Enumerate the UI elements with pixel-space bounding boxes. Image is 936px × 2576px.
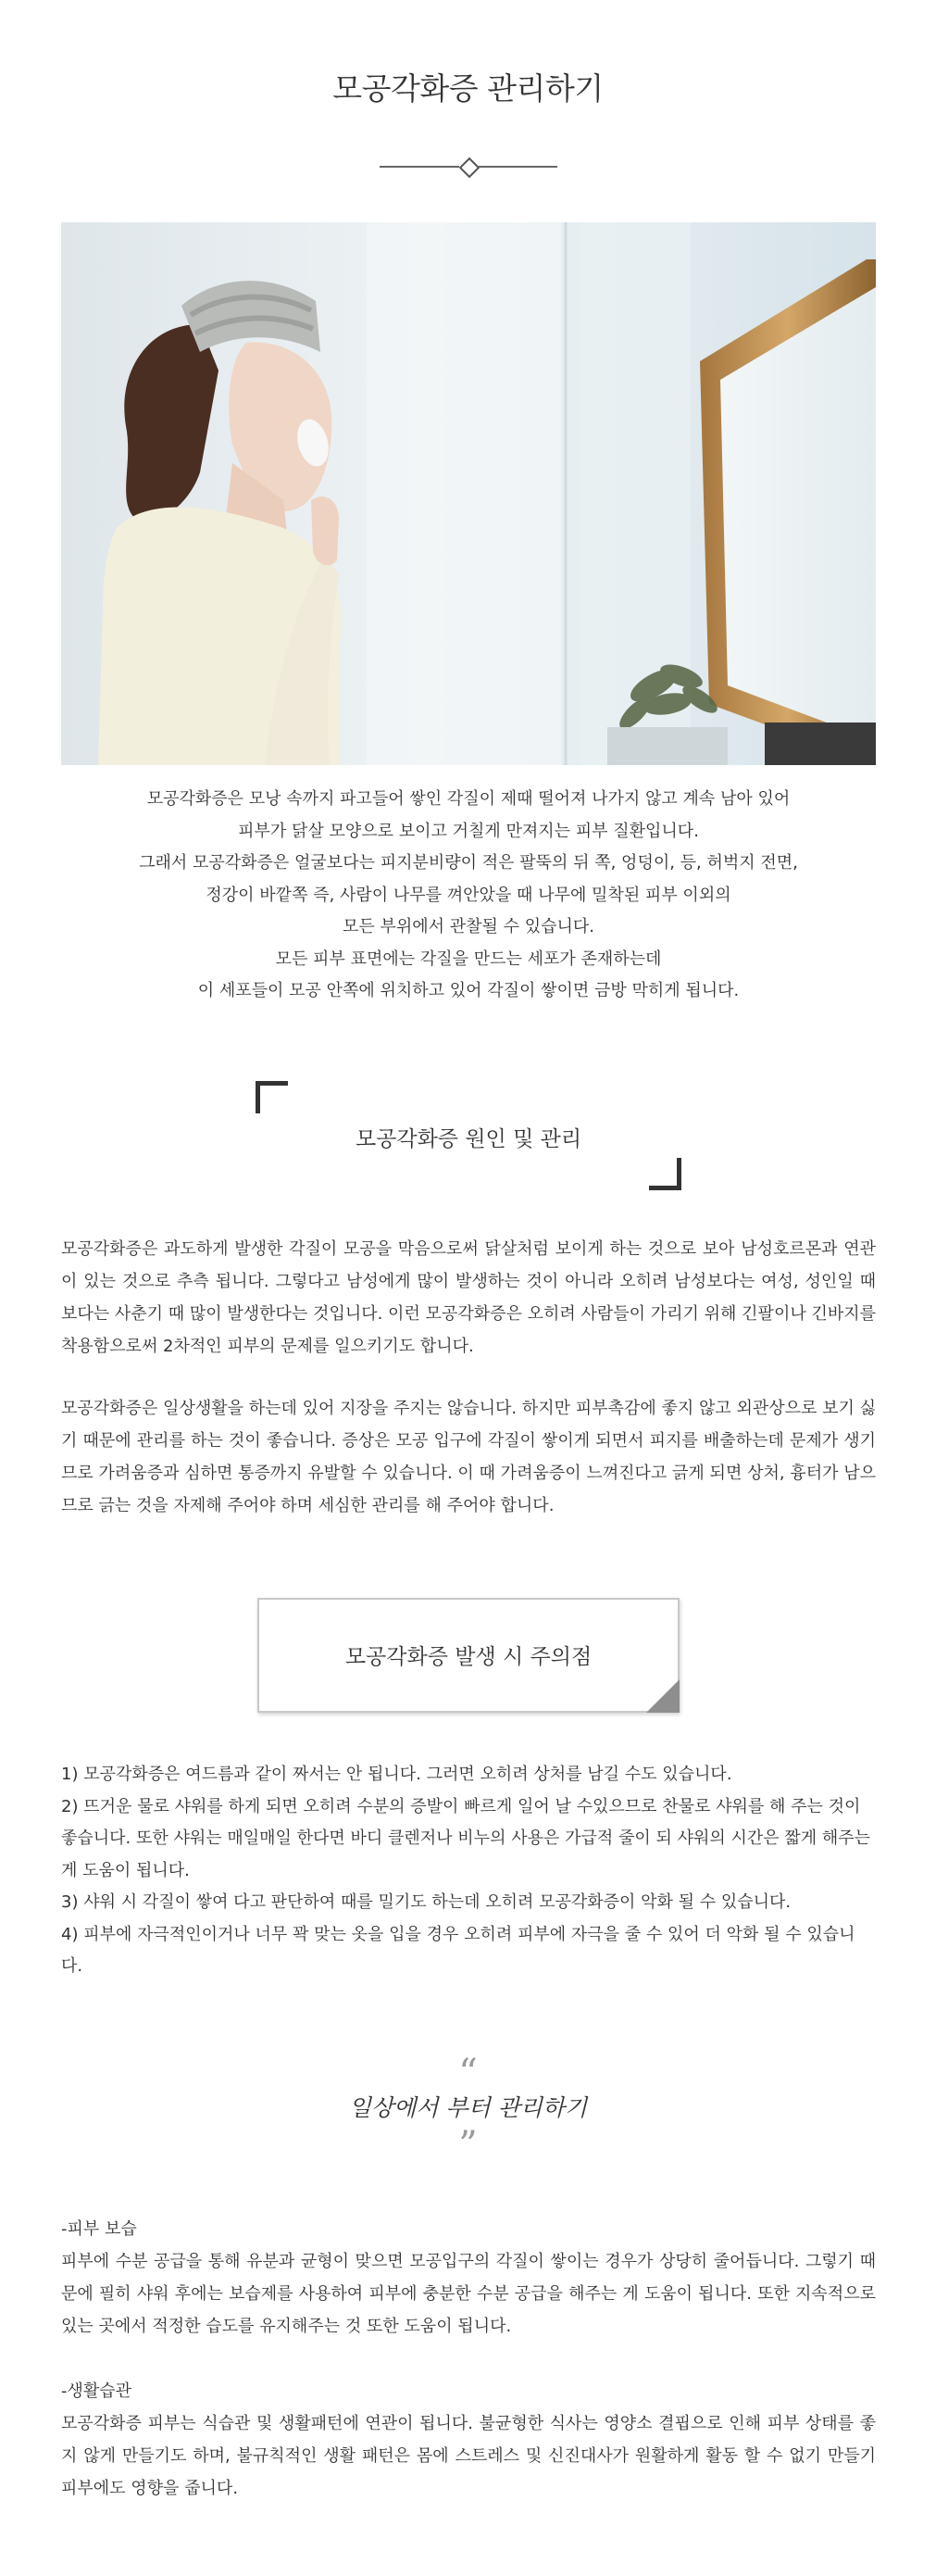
subheading: -피부 보습	[61, 2219, 137, 2239]
diamond-icon	[459, 157, 480, 179]
quote-close-icon: ”	[458, 2124, 478, 2167]
section-daily-heading: 일상에서 부터 관리하기	[348, 2094, 588, 2121]
title-divider	[380, 157, 557, 176]
divider-line-right	[478, 166, 557, 168]
moisturizing-block	[61, 2213, 876, 2343]
list-item: 2) 뜨거운 물로 샤워를 하게 되면 오히려 수분의 증발이 빠르게 일어 날 수있으므로 찬물로 샤워를 해 주는 것이 좋습니다. 또한 샤워는 매일매일 한다면 바디 클렌저나 비누의 사용은 가급적 줄이 되 샤워의 시간은 짧게 해주는 게 도움이 됩니다.	[61, 1796, 871, 1880]
page-title: 모공각화증 관리하기	[332, 70, 604, 107]
intro-text	[61, 784, 876, 1008]
paragraph-text: 모공각화증 피부는 식습관 및 생활패턴에 연관이 됩니다. 불균형한 식사는 영양소 결핍으로 인해 피부 상태를 좋지 않게 만들기도 하며, 불규칙적인 생활 패턴은 몸에 스트레스 및 신진대사가 원활하게 활동 할 수 없기 만들기 피부에도 영향을 줍니다.	[61, 2414, 876, 2498]
cautions-list	[61, 1759, 876, 1983]
page-fold-corner	[646, 1679, 680, 1713]
divider-line-left	[380, 166, 459, 168]
lifestyle-block	[61, 2375, 876, 2505]
paragraph-text: 모공각화증은 일상생활을 하는데 있어 지장을 주지는 않습니다. 하지만 피부촉감에 좋지 않고 외관상으로 보기 싫기 때문에 관리를 하는 것이 좋습니다. 증상은 모공 입구에 각질이 쌓이게 되면서 피지를 배출하는데 문제가 생기므로 가려움증과 심하면 통증까지 유발할 수 있습니다. 이 때 가려움증이 느껴진다고 긁게 되면 상처, 흉터가 남으므로 긁는 것을 자제해 주어야 하며 세심한 관리를 해 주어야 합니다.	[61, 1399, 876, 1515]
intro-line: 피부가 닭살 모양으로 보이고 거칠게 만져지는 피부 질환입니다.	[238, 821, 699, 841]
paragraph-text: 모공각화증은 과도하게 발생한 각질이 모공을 막음으로써 닭살처럼 보이게 하는 것으로 보아 남성호르몬과 연관이 있는 것으로 추측 됩니다. 그렇다고 남성에게 많이 발생하는 것이 아니라 오히려 남성보다는 여성, 성인일 때 보다는 사춘기 때 많이 발생한다는 것입니다. 이런 모공각화증은 오히려 사람들이 가리기 위해 긴팔이나 긴바지를 착용함으로써 2차적인 피부의 문제를 일으키기도 합니다.	[61, 1239, 876, 1356]
bracket-corner-bottom-right	[649, 1158, 681, 1190]
intro-line: 모공각화증은 모낭 속까지 파고들어 쌓인 각질이 제때 떨어져 나가지 않고 계속 남아 있어	[146, 789, 791, 809]
list-item: 4) 피부에 자극적인이거나 너무 꽉 맞는 옷을 입을 경우 오히려 피부에 자극을 줄 수 있어 더 악화 될 수 있습니다.	[61, 1924, 855, 1976]
intro-line: 정강이 바깥쪽 즉, 사람이 나무를 껴안았을 때 나무에 밀착된 피부 이외의	[206, 885, 731, 905]
quote-open-icon: “	[458, 2052, 478, 2094]
intro-line: 이 세포들이 모공 안쪽에 위치하고 있어 각질이 쌓이면 금방 막히게 됩니다.	[197, 981, 740, 1000]
section-causes-heading	[256, 1081, 681, 1190]
woman-mirror-illustration	[61, 222, 876, 765]
intro-line: 그래서 모공각화증은 얼굴보다는 피지분비량이 적은 팔뚝의 뒤 쪽, 엉덩이, 등, 허벅지 전면,	[139, 853, 798, 873]
causes-paragraph-1	[61, 1233, 876, 1363]
section-heading-text: 모공각화증 원인 및 관리	[355, 1127, 582, 1151]
paragraph-text: 피부에 수분 공급을 통해 유분과 균형이 맞으면 모공입구의 각질이 쌓이는 경우가 상당히 줄어듭니다. 그렇기 때문에 필히 샤워 후에는 보습제를 사용하여 피부에 충분한 수분 공급을 해주는 게 도움이 됩니다. 또한 지속적으로 있는 곳에서 적정한 습도를 유지해주는 것 또한 도움이 됩니다.	[61, 2252, 876, 2336]
hero-image	[61, 222, 876, 765]
subheading: -생활습관	[61, 2381, 132, 2401]
bracket-corner-top-left	[256, 1081, 288, 1113]
intro-line: 모든 피부 표면에는 각질을 만드는 세포가 존재하는데	[275, 949, 662, 969]
intro-line: 모든 부위에서 관찰될 수 있습니다.	[342, 917, 595, 936]
section-heading-text: 모공각화증 발생 시 주의점	[344, 1645, 593, 1669]
list-item: 1) 모공각화증은 여드름과 같이 짜서는 안 됩니다. 그러면 오히려 상처를 남길 수도 있습니다.	[61, 1765, 732, 1784]
section-cautions-heading	[257, 1598, 680, 1713]
list-item: 3) 샤워 시 각질이 쌓여 다고 판단하여 때를 밀기도 하는데 오히려 모공각화증이 악화 될 수 있습니다.	[61, 1892, 792, 1912]
causes-paragraph-2	[61, 1392, 876, 1522]
